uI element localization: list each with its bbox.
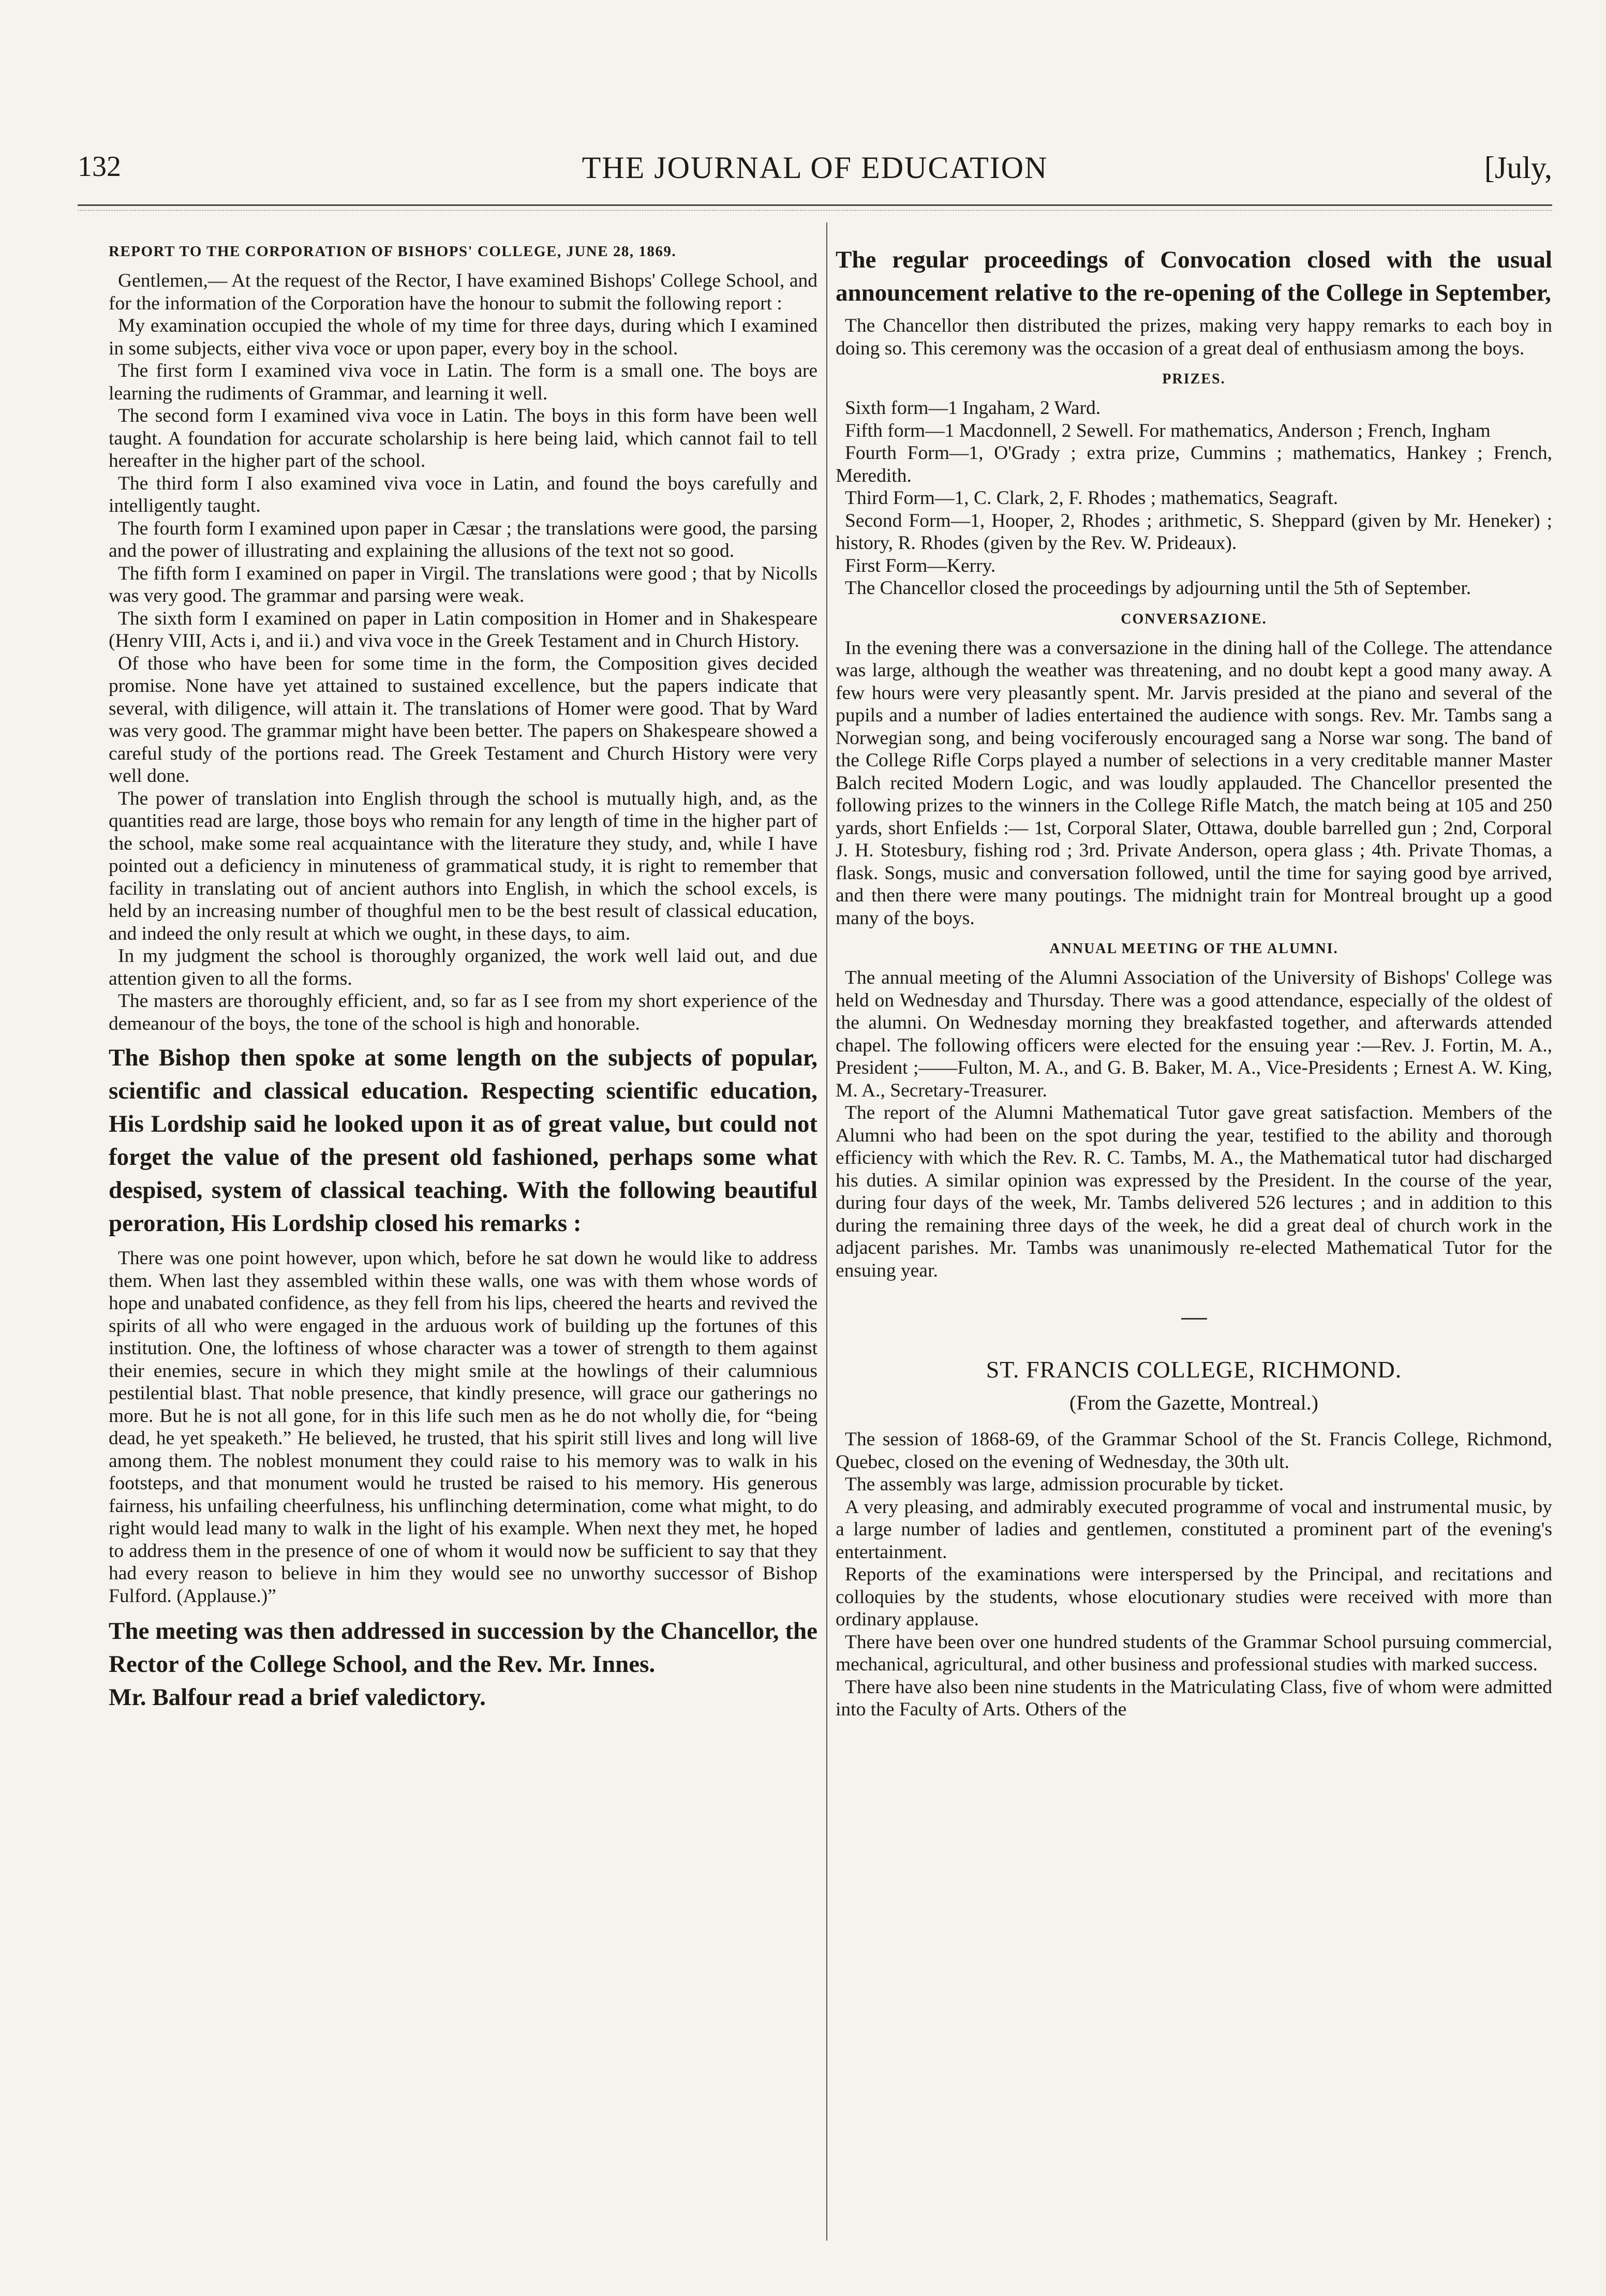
meeting-paragraph: The meeting was then addressed in succession by the Chancellor, the Rector of the College School, and the Rev. Mr. Innes.: [109, 1618, 817, 1678]
column-divider: [826, 223, 827, 2241]
alumni-paragraph: The report of the Alumni Mathematical Tutor gave great satisfaction. Members of the Alumni who had been on the spot during the year, testified to the ability and thorough efficiency with which the Rev. R. C. Tambs, M. A., the Mathematical tutor had discharged his duties. A similar opinion was expressed by the President. In the course of the year, during four days of the week, Mr. Tambs delivered 526 lectures ; and in addition to this during the remaining three days of the week, he did a great deal of church work in the adjacent parishes. Mr. Tambs was unanimously re-elected Mathematical Tutor for the ensuing year.: [836, 1102, 1552, 1281]
issue-month: [July,: [1484, 151, 1552, 185]
prize-line: First Form—Kerry.: [845, 555, 996, 576]
convocation-paragraph: The regular proceedings of Convocation closed with the usual announcement relative to the re-opening of the College in September,: [836, 246, 1552, 306]
stfrancis-paragraph: There have also been nine students in the Matriculating Class, five of whom were admitted into the Faculty of Arts. Others of the: [836, 1676, 1552, 1720]
stfrancis-paragraph: There have been over one hundred students of the Grammar School pursuing commercial, mechanical, agricultural, and other business and professional studies with marked success.: [836, 1631, 1552, 1675]
alumni-paragraph: The annual meeting of the Alumni Association of the University of Bishops' College was held on Wednesday and Thursday. There was a good attendance, especially of the oldest of the alumni. On Wednesday morning they breakfasted together, and afterwards attended chapel. The following officers were elected for the ensuing year :—Rev. J. Fortin, M. A., President ;——Fulton, M. A., and G. B. Baker, M. A., Vice-Presidents ; Ernest A. W. King, M. A., Secretary-Treasurer.: [836, 967, 1552, 1101]
balfour-paragraph: Mr. Balfour read a brief valedictory.: [109, 1684, 486, 1711]
report-paragraph: The second form I examined viva voce in Latin. The boys in this form have been well taught. A foundation for accurate scholarship is here being laid, which cannot fail to tell hereafter in the higher part of the school.: [109, 405, 817, 471]
report-heading: REPORT TO THE CORPORATION OF BISHOPS' COLLEGE, JUNE 28, 1869.: [109, 243, 677, 260]
left-column: [109, 243, 817, 1714]
prize-line: Sixth form—1 Ingaham, 2 Ward.: [845, 397, 1101, 419]
page-header: [78, 150, 1552, 197]
conversazione-heading: CONVERSAZIONE.: [1121, 611, 1267, 627]
report-paragraph: The third form I also examined viva voce in Latin, and found the boys carefully and intelligently taught.: [109, 472, 817, 516]
prize-line: Fifth form—1 Macdonnell, 2 Sewell. For mathematics, Anderson ; French, Ingham: [845, 420, 1491, 441]
page-number: 132: [78, 151, 121, 183]
stfrancis-paragraph: The assembly was large, admission procurable by ticket.: [845, 1474, 1284, 1495]
header-rule: [78, 204, 1552, 211]
quoted-peroration: There was one point however, upon which, before he sat down he would like to address them. When last they assembled within these walls, one was with them whose words of hope and unabated confidence, as they fell from his lips, cheered the hearts and revived the spirits of all who were engaged in the arduous work of building up the fortunes of this institution. One, the loftiness of whose character was a tower of strength to them against their enemies, secure in which they might smile at the howlings of their calumnious pestilential blast. That noble presence, that kindly presence, will grace our gatherings no more. But he is not all gone, for in this life such men as he do not wholly die, for “being dead, he yet speaketh.” He believed, he trusted, that his spirit still lives and long will live among them. The noblest monument they could raise to his memory was to walk in his footsteps, and that monument would he trusted be raised to his memory. His generous fairness, his unfailing cheerfulness, his unflinching determination, come what might, to do right would lead many to walk in the light of his example. When next they met, he hoped to address them in the presence of one of whom it would now be sufficient to say that they had every reason to believe in him they would see no unworthy successor of Bishop Fulford. (Applause.)”: [109, 1248, 817, 1607]
prize-line: Fourth Form—1, O'Grady ; extra prize, Cummins ; mathematics, Hankey ; French, Meredith.: [836, 442, 1552, 486]
prize-line: The Chancellor closed the proceedings by adjourning until the 5th of September.: [845, 577, 1471, 599]
report-paragraph: In my judgment the school is thoroughly organized, the work well laid out, and due attention given to all the forms.: [109, 945, 817, 989]
report-paragraph: Of those who have been for some time in the form, the Composition gives decided promise. None have yet attained to sustained excellence, but the papers indicate that several, with diligence, will attain it. The translations of Homer were good. That by Ward was very good. The grammar might have been better. The papers on Shakespeare showed a careful study of the portions read. The Greek Testament and Church History were very well done.: [109, 653, 817, 787]
prizes-heading: PRIZES.: [1162, 371, 1226, 387]
running-title: THE JOURNAL OF EDUCATION: [582, 151, 1048, 185]
stfrancis-subtitle: (From the Gazette, Montreal.): [1069, 1391, 1318, 1414]
conversazione-paragraph: In the evening there was a conversazione in the dining hall of the College. The attendance was large, although the weather was threatening, and no doubt kept a good many away. A few hours were very pleasantly spent. Mr. Jarvis presided at the piano and several of the pupils and a number of ladies entertained the audience with songs. Rev. Mr. Tambs sang a Norwegian song, and being vociferously encouraged sang a Norse war song. The band of the College Rifle Corps played a number of selections in a very creditable manner Master Balch recited Modern Logic, and was loudly applauded. The Chancellor presented the following prizes to the winners in the College Rifle Match, the match being at 105 and 250 yards, short Enfields :— 1st, Corporal Slater, Ottawa, double barrelled gun ; 2nd, Corporal J. H. Stotesbury, fishing rod ; 3rd. Private Anderson, opera glass ; 4th. Private Thomas, a flask. Songs, music and conversation followed, until the time for saying good bye arrived, and then there were many poutings. The midnight train for Montreal brought up a good many of the boys.: [836, 637, 1552, 929]
alumni-heading: ANNUAL MEETING OF THE ALUMNI.: [1049, 941, 1339, 957]
right-column: [836, 243, 1552, 1721]
report-paragraph: The fifth form I examined on paper in Virgil. The translations were good ; that by Nicolls was very good. The grammar and parsing were weak.: [109, 562, 817, 606]
report-paragraph: The power of translation into English through the school is mutually high, and, as the quantities read are large, those boys who remain for any length of time in the higher part of the school, make some real acquaintance with the literature they study, and, while I have pointed out a deficiency in minuteness of grammatical study, it is right to remember that facility in translating out of ancient authors into English, in which the school excels, is held by an increasing number of thoughful men to be the best result of classical education, and indeed the only result at which we ought, in these days, to aim.: [109, 788, 817, 944]
prize-line: Third Form—1, C. Clark, 2, F. Rhodes ; mathematics, Seagraft.: [845, 487, 1339, 509]
stfrancis-paragraph: The session of 1868-69, of the Grammar School of the St. Francis College, Richmond, Quebec, closed on the evening of Wednesday, the 30th ult.: [836, 1429, 1552, 1473]
section-dash: [1181, 1318, 1207, 1320]
prize-line: Second Form—1, Hooper, 2, Rhodes ; arithmetic, S. Sheppard (given by Mr. Heneker) ; history, R. Rhodes (given by the Rev. W. Prideaux).: [836, 510, 1552, 554]
bishop-paragraph: The Bishop then spoke at some length on the subjects of popular, scientific and classical education. Respecting scientific education, His Lordship said he looked upon it as of great value, but could not forget the value of the present old fashioned, perhaps some what despised, system of classical teaching. With the following beautiful peroration, His Lordship closed his remarks :: [109, 1044, 817, 1237]
stfrancis-paragraph: A very pleasing, and admirably executed programme of vocal and instrumental music, by a large number of ladies and gentlemen, constituted a prominent part of the evening's entertainment.: [836, 1496, 1552, 1563]
report-paragraph: The sixth form I examined on paper in Latin composition in Homer and in Shakespeare (Henry VIII, Acts i, and ii.) and viva voce in the Greek Testament and in Church History.: [109, 608, 817, 651]
report-paragraph: The masters are thoroughly efficient, and, so far as I see from my short experience of the demeanour of the boys, the tone of the school is high and honorable.: [109, 990, 817, 1034]
stfrancis-paragraph: Reports of the examinations were interspersed by the Principal, and recitations and colloquies by the students, whose elocutionary studies were received with more than ordinary applause.: [836, 1564, 1552, 1630]
report-paragraph: The first form I examined viva voce in Latin. The form is a small one. The boys are learning the rudiments of Grammar, and learning it well.: [109, 360, 817, 404]
report-paragraph: The fourth form I examined upon paper in Cæsar ; the translations were good, the parsing and the power of illustrating and explaining the allusions of the text not so good.: [109, 517, 817, 561]
report-paragraph: My examination occupied the whole of my time for three days, during which I examined in some subjects, either viva voce or upon paper, every boy in the school.: [109, 315, 817, 359]
chancellor-paragraph: The Chancellor then distributed the prizes, making very happy remarks to each boy in doing so. This ceremony was the occasion of a great deal of enthusiasm among the boys.: [836, 315, 1552, 359]
report-paragraph: Gentlemen,— At the request of the Rector, I have examined Bishops' College School, and for the information of the Corporation have the honour to submit the following report :: [109, 270, 817, 314]
stfrancis-title: ST. FRANCIS COLLEGE, RICHMOND.: [986, 1356, 1402, 1383]
